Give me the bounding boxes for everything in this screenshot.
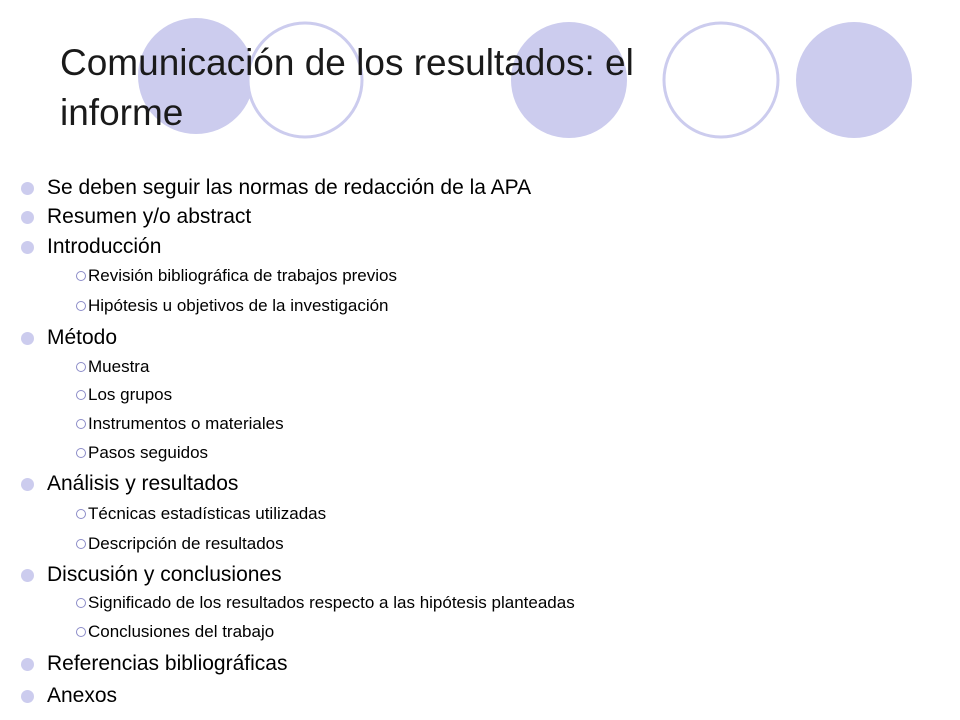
list-item [88, 385, 172, 405]
list-item [88, 266, 397, 286]
list-item [88, 443, 208, 463]
bullet-text: Análisis y resultados [47, 472, 239, 495]
bullet-ring-icon [76, 448, 86, 458]
bullet-disc-icon [21, 332, 34, 345]
list-item [47, 563, 282, 587]
bullet-text: Método [47, 326, 118, 349]
list-item [88, 504, 326, 524]
bullet-ring-icon [76, 509, 86, 519]
list-item [88, 622, 274, 642]
list-item [88, 414, 284, 434]
bullet-disc-icon [21, 569, 34, 582]
bullet-disc-icon [21, 182, 34, 195]
bullet-ring-icon [76, 301, 86, 311]
list-item [88, 534, 284, 554]
bullet-disc-icon [21, 211, 34, 224]
bullet-text: Técnicas estadísticas utilizadas [88, 504, 327, 523]
bullet-ring-icon [76, 598, 86, 608]
bullet-text: Resumen y/o abstract [47, 205, 252, 228]
bullet-text: Anexos [47, 684, 118, 707]
bullet-text: Significado de los resultados respecto a las hipótesis planteadas [88, 593, 575, 612]
bullet-text: Pasos seguidos [88, 443, 209, 462]
bullet-ring-icon [76, 419, 86, 429]
bullet-ring-icon [76, 271, 86, 281]
bullet-text: Los grupos [88, 385, 173, 404]
bullet-disc-icon [21, 241, 34, 254]
list-item [47, 652, 287, 676]
bullet-text: Discusión y conclusiones [47, 563, 282, 586]
bullet-text: Hipótesis u objetivos de la investigación [88, 296, 389, 315]
bullet-text: Revisión bibliográfica de trabajos previos [88, 266, 397, 285]
title-line-2: informe [60, 92, 184, 133]
bullet-text: Se deben seguir las normas de redacción de la APA [47, 176, 532, 199]
list-item [47, 684, 117, 708]
bullet-text: Muestra [88, 357, 150, 376]
list-item [47, 472, 238, 496]
title-line-1: Comunicación de los resultados: el [60, 42, 634, 83]
list-item [88, 357, 149, 377]
bullet-ring-icon [76, 390, 86, 400]
bullet-text: Introducción [47, 235, 162, 258]
bullet-disc-icon [21, 658, 34, 671]
list-item [88, 296, 389, 316]
bullet-text: Instrumentos o materiales [88, 414, 284, 433]
bullet-disc-icon [21, 690, 34, 703]
list-item [47, 176, 531, 200]
bullet-text: Descripción de resultados [88, 534, 284, 553]
list-item [88, 593, 575, 613]
bullet-ring-icon [76, 627, 86, 637]
bullet-disc-icon [21, 478, 34, 491]
list-item [47, 205, 251, 229]
list-item [47, 326, 117, 350]
bullet-ring-icon [76, 362, 86, 372]
list-item [47, 235, 161, 259]
bullet-ring-icon [76, 539, 86, 549]
bullet-text: Conclusiones del trabajo [88, 622, 275, 641]
bullet-text: Referencias bibliográficas [47, 652, 288, 675]
